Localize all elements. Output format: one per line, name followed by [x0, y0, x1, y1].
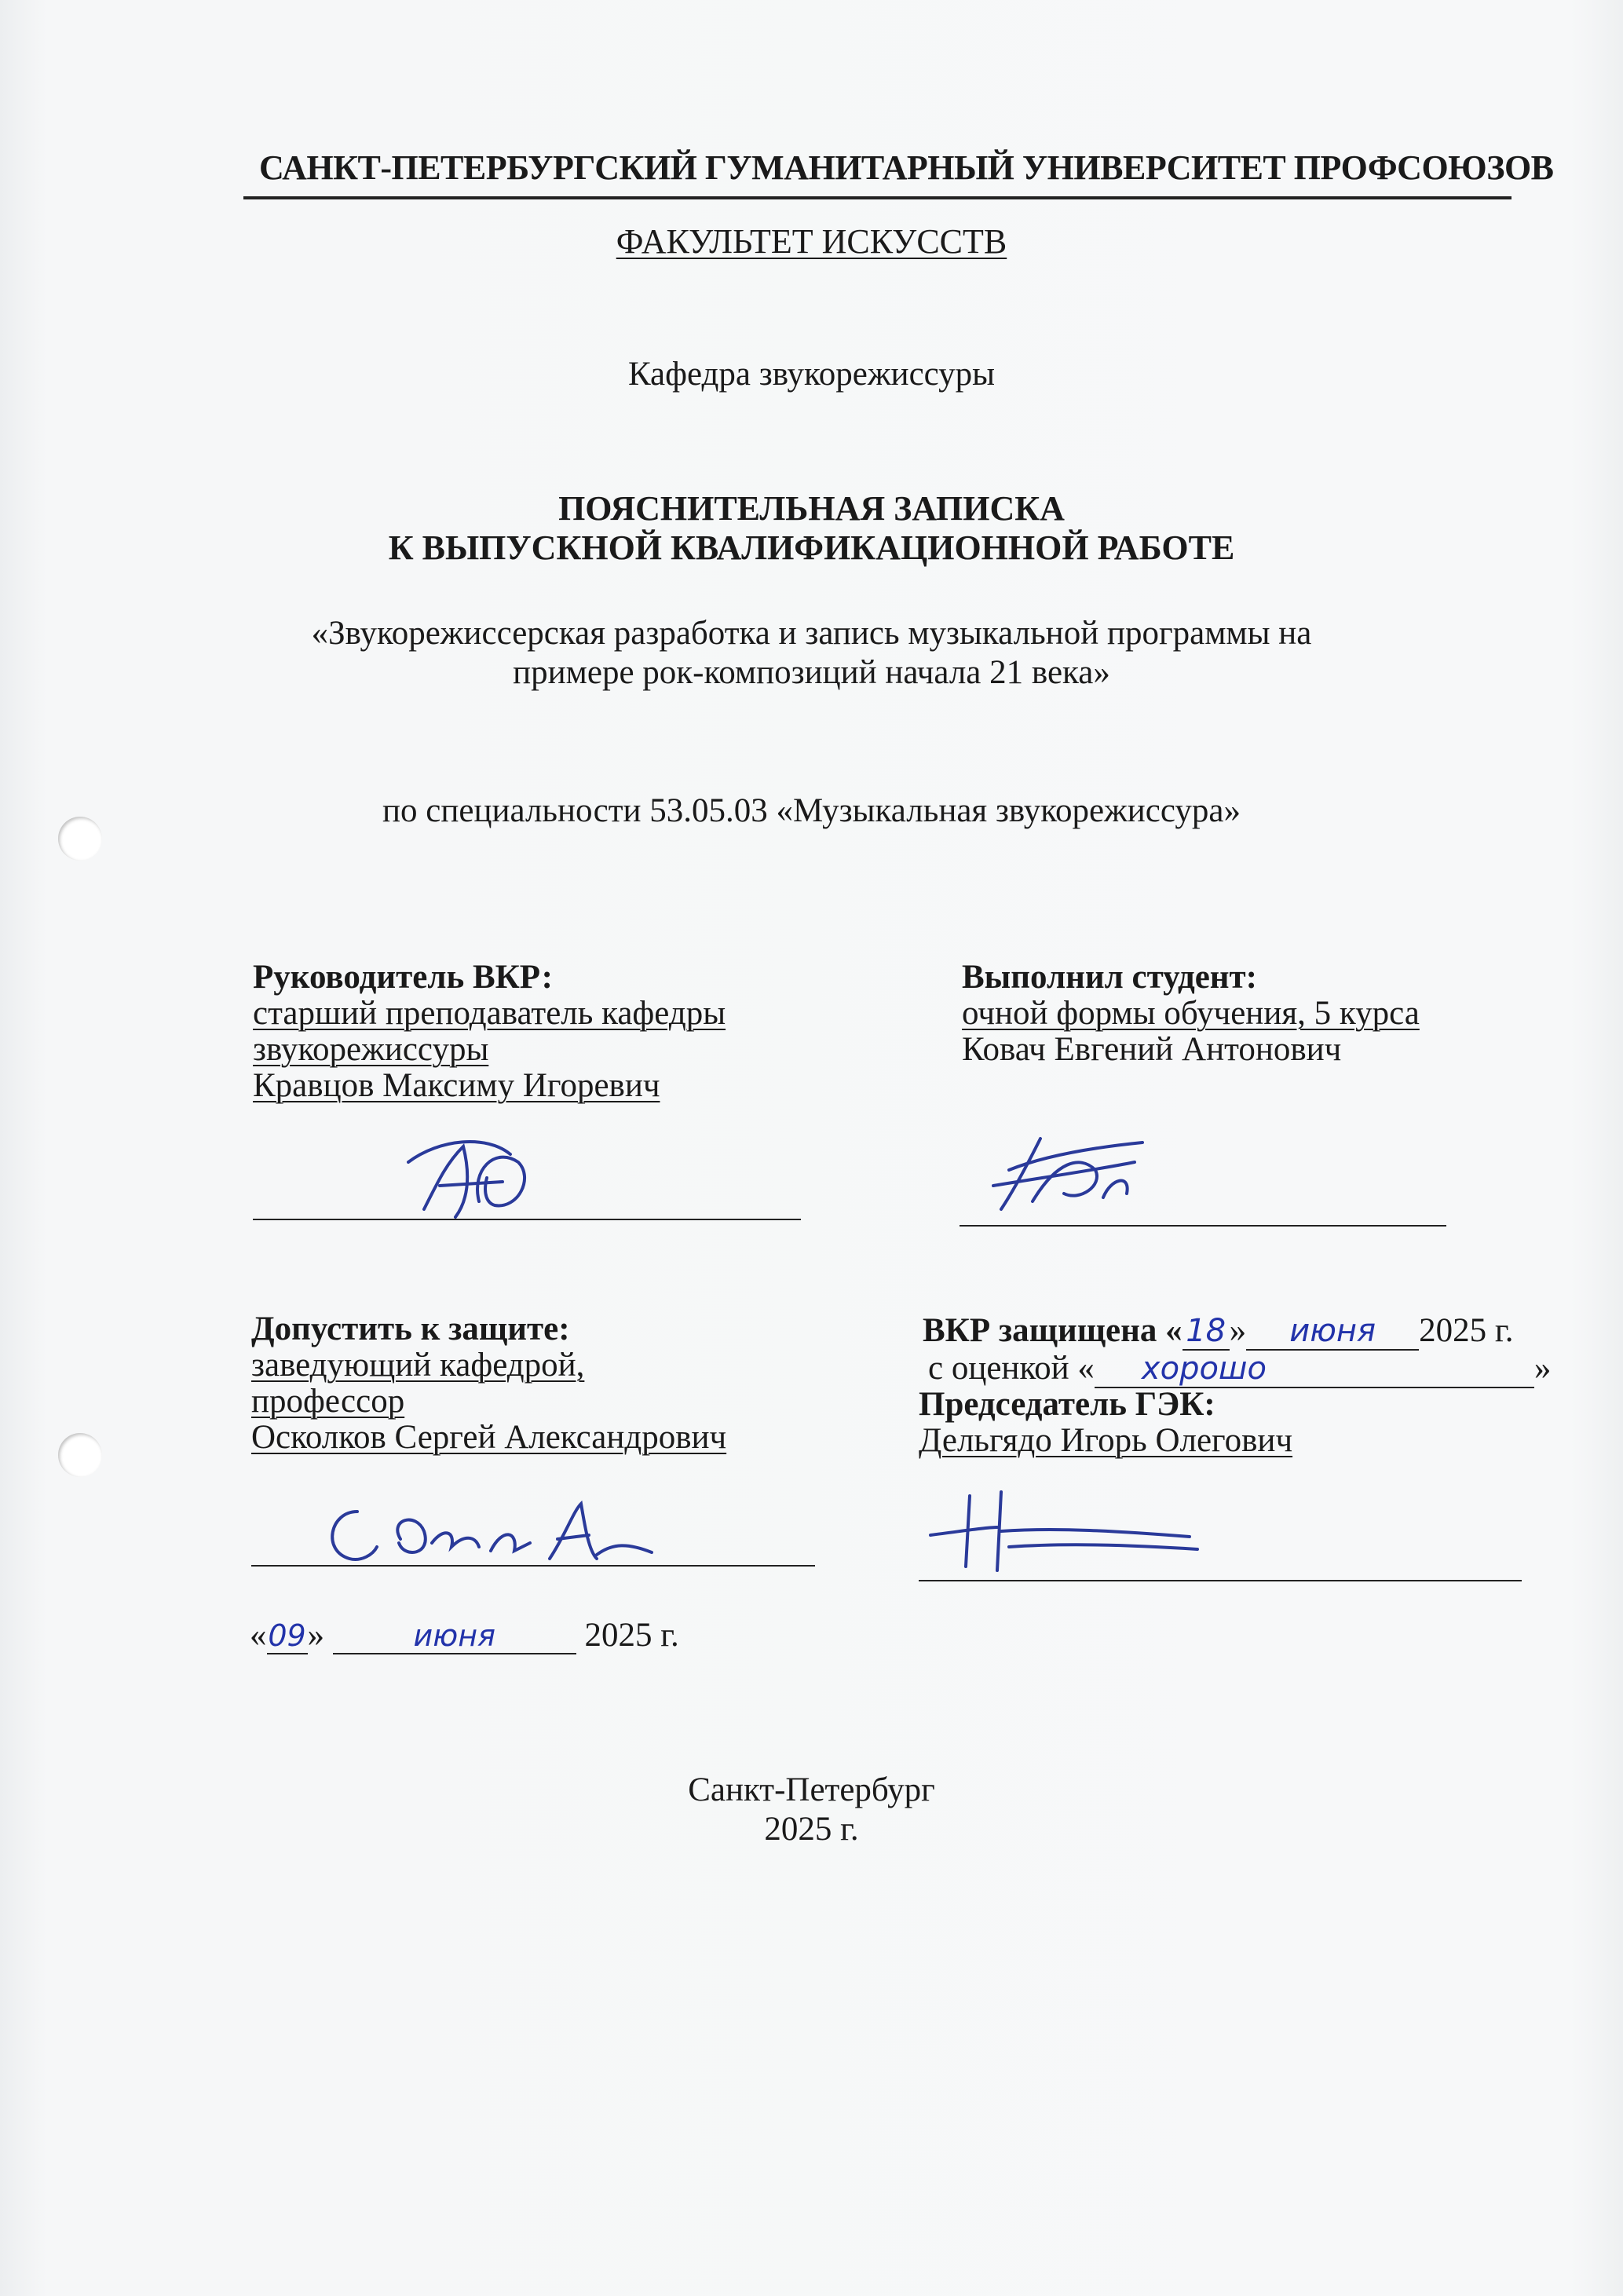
university-underline: [243, 196, 1512, 199]
thesis-title-line2: примере рок-композиций начала 21 века»: [513, 654, 1110, 691]
defense-day: 18: [1183, 1313, 1230, 1351]
admission-block: [251, 1311, 726, 1456]
defense-label: ВКР защищена «: [923, 1312, 1183, 1349]
chair-block: [919, 1387, 1292, 1459]
supervisor-signature-line: [253, 1219, 801, 1220]
year: 2025 г.: [764, 1811, 859, 1848]
admission-name: Осколков Сергей Александрович: [251, 1419, 727, 1456]
defense-grade-line: [928, 1349, 1551, 1388]
supervisor-position-line1: старший преподаватель кафедры: [253, 995, 726, 1032]
supervisor-block: [253, 960, 726, 1104]
thesis-title-line1: «Звукорежиссерская разработка и запись музыкальной программы на: [311, 615, 1312, 652]
admission-date-year: 2025 г.: [584, 1617, 679, 1654]
student-name: Ковач Евгений Антонович: [962, 1031, 1342, 1068]
chair-heading: Председатель ГЭК:: [919, 1386, 1215, 1423]
defense-year: 2025 г.: [1419, 1312, 1514, 1349]
student-heading: Выполнил студент:: [962, 959, 1257, 996]
defense-month: июня: [1246, 1313, 1419, 1351]
defense-grade-close: »: [1533, 1350, 1552, 1387]
defense-quote-close: »: [1229, 1312, 1247, 1349]
city: Санкт-Петербург: [688, 1771, 935, 1808]
admission-date: [250, 1616, 679, 1654]
admission-date-day: 09: [268, 1618, 306, 1653]
punch-hole-bottom: [58, 1433, 102, 1477]
supervisor-signature: [393, 1131, 550, 1225]
student-signature-line: [960, 1225, 1446, 1227]
chair-name: Дельгядо Игорь Олегович: [919, 1422, 1293, 1459]
supervisor-name: Кравцов Максиму Игоревич: [253, 1067, 660, 1104]
admission-heading: Допустить к защите:: [251, 1311, 570, 1347]
student-signature: [985, 1131, 1150, 1217]
specialty-line: по специальности 53.05.03 «Музыкальная звукорежиссура»: [382, 792, 1241, 829]
admission-date-month: июня: [333, 1618, 576, 1654]
defense-date-line: [923, 1311, 1513, 1351]
defense-grade: хорошо: [1095, 1351, 1534, 1388]
supervisor-heading: Руководитель ВКР:: [253, 959, 553, 996]
admission-signature-line: [251, 1565, 815, 1567]
defense-grade-label: с оценкой «: [928, 1350, 1095, 1387]
student-form-line: очной формы обучения, 5 курса: [962, 995, 1420, 1032]
document-title-line1: ПОЯСНИТЕЛЬНАЯ ЗАПИСКА: [558, 489, 1065, 528]
admission-position-line2: профессор: [251, 1383, 405, 1420]
supervisor-position-line2: звукорежиссуры: [253, 1031, 489, 1068]
chair-signature-line: [919, 1580, 1522, 1581]
admission-position-line1: заведующий кафедрой,: [251, 1347, 585, 1384]
chair-signature: [923, 1488, 1205, 1574]
admission-date-mid: »: [307, 1617, 324, 1654]
student-block: [962, 960, 1420, 1068]
admission-date-open: «: [250, 1617, 267, 1654]
admission-signature: [314, 1496, 675, 1570]
department-name: Кафедра звукорежиссуры: [627, 356, 996, 393]
document-title-line2: К ВЫПУСКНОЙ КВАЛИФИКАЦИОННОЙ РАБОТЕ: [388, 528, 1235, 567]
faculty-name: ФАКУЛЬТЕТ ИСКУССТВ: [616, 222, 1007, 261]
university-name: САНКТ-ПЕТЕРБУРГСКИЙ ГУМАНИТАРНЫЙ УНИВЕРСИТЕТ ПРОФСОЮЗОВ: [259, 148, 1554, 187]
